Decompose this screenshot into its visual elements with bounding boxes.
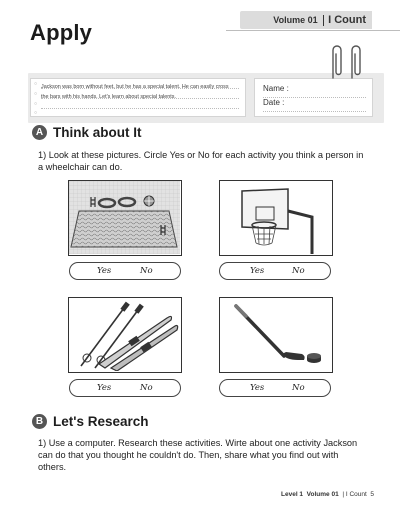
footer-divider: | — [340, 491, 346, 498]
section-b-title: Let's Research — [53, 414, 149, 429]
section-a-icon: A — [32, 125, 47, 140]
volume-label: Volume 01 — [273, 15, 318, 25]
no-option[interactable]: No — [292, 266, 305, 276]
answer-pill-2 — [219, 262, 331, 280]
swimming-pool-icon — [69, 181, 180, 254]
paperclip-icon — [329, 42, 345, 82]
yes-option[interactable]: Yes — [97, 383, 112, 393]
paperclip-icon — [348, 42, 364, 82]
bullet-icon: ○ — [34, 81, 38, 87]
volume-tab — [240, 11, 372, 29]
yes-option[interactable]: Yes — [97, 266, 112, 276]
name-date-box — [254, 78, 373, 117]
footer-series: I Count — [345, 491, 367, 498]
basketball-hoop-picture — [219, 180, 333, 256]
hockey-stick-icon — [220, 298, 331, 371]
header-rule — [226, 30, 400, 31]
section-a-title: Think about It — [53, 125, 142, 140]
section-b-icon: B — [32, 414, 47, 429]
page-footer — [281, 491, 374, 498]
yes-option[interactable]: Yes — [250, 266, 265, 276]
footer-level: Level 1 — [281, 491, 304, 498]
swimming-pool-picture — [68, 180, 182, 256]
skis-picture — [68, 297, 182, 373]
bullet-icon: ○ — [34, 91, 38, 97]
section-a-instruction: 1) Look at these pictures. Circle Yes or No for each activity you think a person in a wheelchair can do. — [38, 150, 364, 172]
skis-icon — [69, 298, 180, 371]
series-label: I Count — [328, 14, 366, 26]
no-option[interactable]: No — [140, 266, 153, 276]
yes-option[interactable]: Yes — [250, 383, 265, 393]
divider — [323, 15, 325, 26]
answer-pill-1 — [69, 262, 181, 280]
footer-volume: Volume 01 — [306, 491, 339, 498]
intro-line-1: Jackson was born without feet, but he has a special talent. He can easily cross — [41, 84, 229, 90]
hockey-picture — [219, 297, 333, 373]
page-title: Apply — [30, 20, 93, 45]
section-b-instruction: 1) Use a computer. Research these activities. Wirte about one activity Jackson can do that you thought he couldn't do. Then, share what you find out with others. — [38, 438, 358, 472]
answer-pill-3 — [69, 379, 181, 397]
intro-text — [41, 82, 241, 102]
bullet-icon: ○ — [34, 101, 38, 107]
page-number: 5 — [370, 491, 375, 498]
intro-line-2: the bars with his hands. Let's learn about special talents. — [41, 94, 176, 100]
name-label: Name : — [263, 84, 289, 93]
bullet-icon: ○ — [34, 110, 38, 116]
answer-pill-4 — [219, 379, 331, 397]
date-label: Date : — [263, 98, 285, 107]
no-option[interactable]: No — [292, 383, 305, 393]
no-option[interactable]: No — [140, 383, 153, 393]
basketball-hoop-icon — [220, 181, 331, 254]
